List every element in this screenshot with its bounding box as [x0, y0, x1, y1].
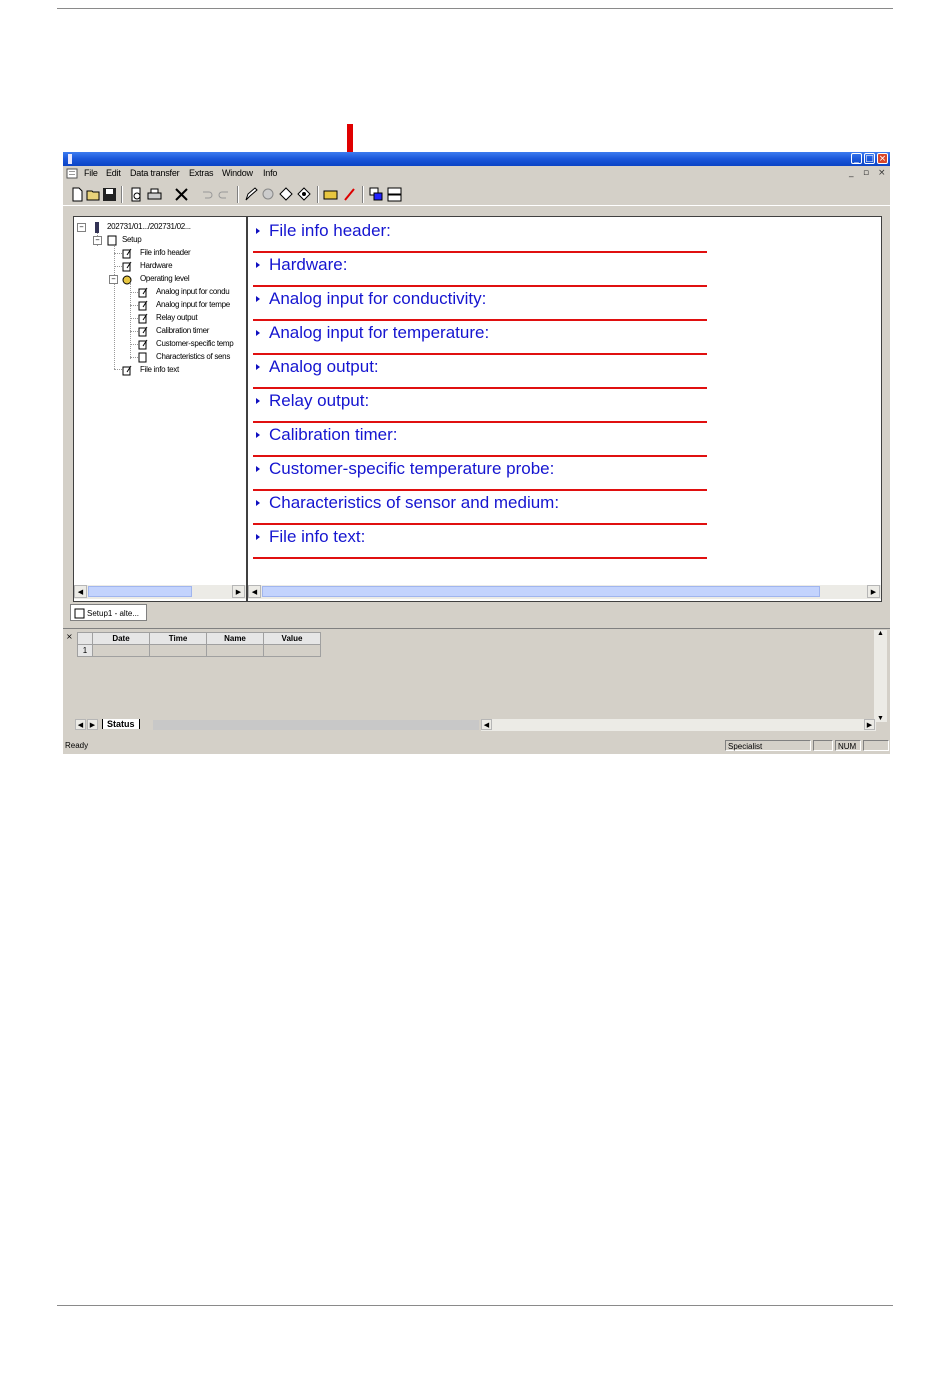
parameter-sheet-icon: [138, 326, 148, 337]
section-label: Hardware:: [269, 255, 348, 274]
grid-col-header[interactable]: Name: [207, 633, 264, 645]
cascade-icon[interactable]: [369, 187, 384, 202]
tree-file-info-text[interactable]: File info text: [140, 365, 179, 374]
panel-close-icon[interactable]: ×: [66, 632, 73, 641]
section-label: Analog input for temperature:: [269, 323, 490, 342]
open-icon[interactable]: [86, 187, 101, 202]
panel-border: [63, 628, 890, 629]
section-file-info-text[interactable]: [253, 523, 707, 559]
scroll-thumb[interactable]: [262, 586, 820, 597]
bullet-icon: [256, 398, 260, 404]
tree-hardware[interactable]: Hardware: [140, 261, 173, 270]
status-blank: [813, 740, 833, 751]
section-relay-output[interactable]: [253, 387, 707, 423]
tree-line: [130, 305, 138, 306]
scroll-down-icon[interactable]: ▼: [877, 715, 884, 722]
menu-extras[interactable]: Extras: [189, 168, 214, 178]
toolbar: [63, 181, 890, 206]
transfer-to-device-icon[interactable]: [297, 187, 312, 202]
page-header-rule: [57, 8, 893, 9]
minimize-icon[interactable]: _: [851, 153, 862, 164]
section-analog-input-temperature[interactable]: [253, 319, 707, 355]
toolbar-separator: [317, 186, 319, 203]
sheet-next-icon[interactable]: ▶: [87, 719, 98, 730]
menu-window[interactable]: Window: [222, 168, 253, 178]
tree-line: [114, 241, 115, 369]
tree-line: [130, 292, 138, 293]
mdi-restore-icon[interactable]: ▫: [863, 168, 870, 178]
device-icon: [92, 222, 102, 233]
bullet-icon: [256, 364, 260, 370]
tree-horizontal-scrollbar[interactable]: [74, 585, 246, 599]
tree-item-customer-specific-temp[interactable]: Customer-specific temp: [156, 339, 234, 348]
save-icon[interactable]: [102, 187, 117, 202]
grid-cell[interactable]: [150, 645, 207, 657]
operating-level-icon: [122, 274, 132, 285]
main-pane: [247, 216, 882, 602]
grid-cell[interactable]: [264, 645, 321, 657]
scroll-right-icon[interactable]: ▶: [864, 719, 875, 730]
tile-icon[interactable]: [387, 187, 402, 202]
tree-line: [130, 344, 138, 345]
parameter-sheet-icon: [138, 300, 148, 311]
bullet-icon: [256, 228, 260, 234]
tree-line: [130, 283, 131, 359]
section-label: Characteristics of sensor and medium:: [269, 493, 560, 512]
section-label: Analog output:: [269, 357, 379, 376]
sheet-prev-icon[interactable]: ◀: [75, 719, 86, 730]
menu-edit[interactable]: Edit: [106, 168, 121, 178]
print-preview-icon[interactable]: [129, 187, 144, 202]
edit-icon[interactable]: [243, 187, 258, 202]
data-grid: [77, 632, 321, 657]
scroll-left-icon[interactable]: ◀: [74, 585, 87, 598]
status-user: Specialist: [725, 740, 811, 751]
menu-bar: [63, 166, 890, 181]
sheet-tab-filler: [153, 720, 479, 730]
grid-col-header[interactable]: Date: [93, 633, 150, 645]
toolbar-separator: [237, 186, 239, 203]
tree-operating-level[interactable]: Operating level: [140, 274, 190, 283]
status-num: NUM: [835, 740, 861, 751]
tree-line: [130, 318, 138, 319]
scroll-thumb[interactable]: [88, 586, 192, 597]
section-label: Customer-specific temperature probe:: [269, 459, 555, 478]
document-tab-label: Setup1 - alte...: [87, 609, 140, 618]
main-horizontal-scrollbar[interactable]: [248, 585, 881, 599]
status-text: Ready: [65, 741, 89, 750]
section-customer-specific-temperature-probe[interactable]: [253, 455, 707, 491]
sheet-tab-status[interactable]: Status: [102, 719, 140, 729]
document-icon: [74, 608, 85, 619]
section-file-info-header[interactable]: [253, 217, 707, 253]
bullet-icon: [256, 466, 260, 472]
collapse-root-icon[interactable]: −: [77, 223, 86, 232]
section-label: Calibration timer:: [269, 425, 398, 444]
tree-pane: [73, 216, 247, 602]
tree-item-characteristics[interactable]: Characteristics of sens: [156, 352, 231, 361]
parameter-sheet-icon: [122, 248, 132, 259]
grid-cell[interactable]: [207, 645, 264, 657]
mdi-close-icon[interactable]: ×: [878, 168, 886, 178]
grid-cell[interactable]: [93, 645, 150, 657]
scroll-left-icon[interactable]: ◀: [248, 585, 261, 598]
calibrate-icon[interactable]: [342, 187, 357, 202]
title-bar: [63, 152, 890, 166]
sheet-tab-bar: [75, 719, 878, 732]
toolbar-separator: [121, 186, 123, 203]
section-analog-input-conductivity[interactable]: [253, 285, 707, 321]
undo-icon[interactable]: [199, 187, 214, 202]
scroll-left-icon[interactable]: ◀: [481, 719, 492, 730]
transfer-icon[interactable]: [261, 187, 276, 202]
tree-line: [130, 331, 138, 332]
grid-header-row: [78, 633, 321, 645]
row-number: 1: [78, 645, 93, 657]
setup-folder-icon: [107, 235, 117, 246]
status-blank: [863, 740, 889, 751]
close-icon[interactable]: ×: [878, 154, 887, 164]
menu-data-transfer[interactable]: Data transfer: [130, 168, 180, 178]
text-sheet-icon: [138, 352, 148, 363]
tree-item-analog-input-temperature[interactable]: Analog input for tempe: [156, 300, 230, 309]
tree-file-info-header[interactable]: File info header: [140, 248, 191, 257]
scroll-right-icon[interactable]: ▶: [867, 585, 880, 598]
section-label: Relay output:: [269, 391, 370, 410]
scroll-up-icon[interactable]: ▲: [877, 630, 884, 637]
scroll-right-icon[interactable]: ▶: [232, 585, 245, 598]
print-icon[interactable]: [147, 187, 162, 202]
data-panel: [63, 628, 890, 738]
app-icon: [68, 154, 72, 164]
bullet-icon: [256, 330, 260, 336]
section-label: Analog input for conductivity:: [269, 289, 487, 308]
toolbar-separator: [362, 186, 364, 203]
section-label: File info header:: [269, 221, 391, 240]
compare-icon[interactable]: [174, 187, 189, 202]
collapse-operating-level-icon[interactable]: −: [109, 275, 118, 284]
grid-col-header[interactable]: Value: [264, 633, 321, 645]
tree-item-calibration-timer[interactable]: Calibration timer: [156, 326, 210, 335]
collapse-setup-icon[interactable]: −: [93, 236, 102, 245]
app-window: [63, 152, 890, 754]
tree-item-analog-input-conductivity[interactable]: Analog input for condu: [156, 287, 230, 296]
mdi-minimize-icon[interactable]: _: [849, 168, 854, 178]
tree-setup[interactable]: Setup: [122, 235, 142, 244]
document-icon: [66, 168, 79, 179]
transfer-from-device-icon[interactable]: [279, 187, 294, 202]
maximize-icon[interactable]: □: [865, 154, 874, 164]
document-tab[interactable]: [70, 604, 147, 621]
section-characteristics-sensor-medium[interactable]: [253, 489, 707, 525]
bullet-icon: [256, 500, 260, 506]
tree-line: [114, 369, 122, 370]
section-hardware[interactable]: [253, 251, 707, 287]
vertical-scrollbar[interactable]: [874, 630, 887, 722]
parameter-sheet-icon: [122, 365, 132, 376]
menu-info[interactable]: Info: [263, 168, 278, 178]
page-footer-rule: [57, 1305, 893, 1306]
tree-line: [130, 357, 138, 358]
grid-col-header[interactable]: Time: [150, 633, 207, 645]
parameter-sheet-icon: [122, 261, 132, 272]
panel-horizontal-scrollbar[interactable]: [481, 719, 876, 731]
tree-line: [114, 266, 122, 267]
table-row[interactable]: [78, 645, 321, 657]
bullet-icon: [256, 534, 260, 540]
section-calibration-timer[interactable]: [253, 421, 707, 457]
status-bar: [63, 738, 890, 754]
parameter-sheet-icon: [138, 313, 148, 324]
parameter-sheet-icon: [138, 339, 148, 350]
tree-item-relay-output[interactable]: Relay output: [156, 313, 198, 322]
section-analog-output[interactable]: [253, 353, 707, 389]
section-label: File info text:: [269, 527, 366, 546]
online-parameter-icon[interactable]: [323, 187, 338, 202]
bullet-icon: [256, 296, 260, 302]
tree-root[interactable]: 202731/01.../202731/02...: [107, 222, 191, 231]
tree-line: [114, 253, 122, 254]
bullet-icon: [256, 432, 260, 438]
menu-file[interactable]: File: [84, 168, 98, 178]
redo-icon[interactable]: [217, 187, 232, 202]
bullet-icon: [256, 262, 260, 268]
grid-corner: [78, 633, 93, 645]
parameter-sheet-icon: [138, 287, 148, 298]
new-icon[interactable]: [70, 187, 85, 202]
